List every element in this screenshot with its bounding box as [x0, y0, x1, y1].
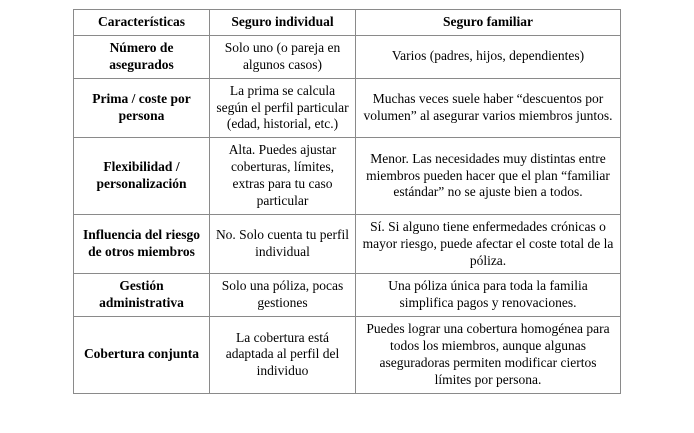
row-family-value: Muchas veces suele haber “descuentos por volumen” al asegurar varios miembros juntos.: [356, 78, 621, 138]
row-family-value: Menor. Las necesidades muy distintas entre miembros pueden hacer que el plan “familiar estándar” no se ajuste bien a todos.: [356, 138, 621, 215]
row-feature-label: Influencia del riesgo de otros miembros: [74, 214, 210, 274]
table-row: [74, 274, 621, 317]
row-family-value: Una póliza única para toda la familia simplifica pagos y renovaciones.: [356, 274, 621, 317]
row-feature-label: Cobertura conjunta: [74, 317, 210, 394]
table-header-row: [74, 10, 621, 36]
column-header-caracteristicas: Características: [74, 10, 210, 36]
table-row: [74, 214, 621, 274]
row-feature-label: Gestión administrativa: [74, 274, 210, 317]
row-individual-value: Solo una póliza, pocas gestiones: [210, 274, 356, 317]
table-header: [74, 10, 621, 36]
row-feature-label: Número de asegurados: [74, 35, 210, 78]
table-body: [74, 35, 621, 393]
column-header-seguro-familiar: Seguro familiar: [356, 10, 621, 36]
row-family-value: Varios (padres, hijos, dependientes): [356, 35, 621, 78]
row-family-value: Sí. Si alguno tiene enfermedades crónicas o mayor riesgo, puede afectar el coste total de la póliza.: [356, 214, 621, 274]
row-feature-label: Flexibilidad / personalización: [74, 138, 210, 215]
table-row: [74, 317, 621, 394]
row-individual-value: La cobertura está adaptada al perfil del individuo: [210, 317, 356, 394]
row-feature-label: Prima / coste por persona: [74, 78, 210, 138]
table-row: [74, 78, 621, 138]
row-individual-value: Alta. Puedes ajustar coberturas, límites, extras para tu caso particular: [210, 138, 356, 215]
row-individual-value: Solo uno (o pareja en algunos casos): [210, 35, 356, 78]
table-row: [74, 35, 621, 78]
column-header-seguro-individual: Seguro individual: [210, 10, 356, 36]
comparison-table-container: [73, 9, 620, 394]
row-individual-value: No. Solo cuenta tu perfil individual: [210, 214, 356, 274]
row-individual-value: La prima se calcula según el perfil particular (edad, historial, etc.): [210, 78, 356, 138]
table-row: [74, 138, 621, 215]
insurance-comparison-table: [73, 9, 621, 394]
row-family-value: Puedes lograr una cobertura homogénea para todos los miembros, aunque algunas aseguradoras permiten modificar ciertos límites por persona.: [356, 317, 621, 394]
